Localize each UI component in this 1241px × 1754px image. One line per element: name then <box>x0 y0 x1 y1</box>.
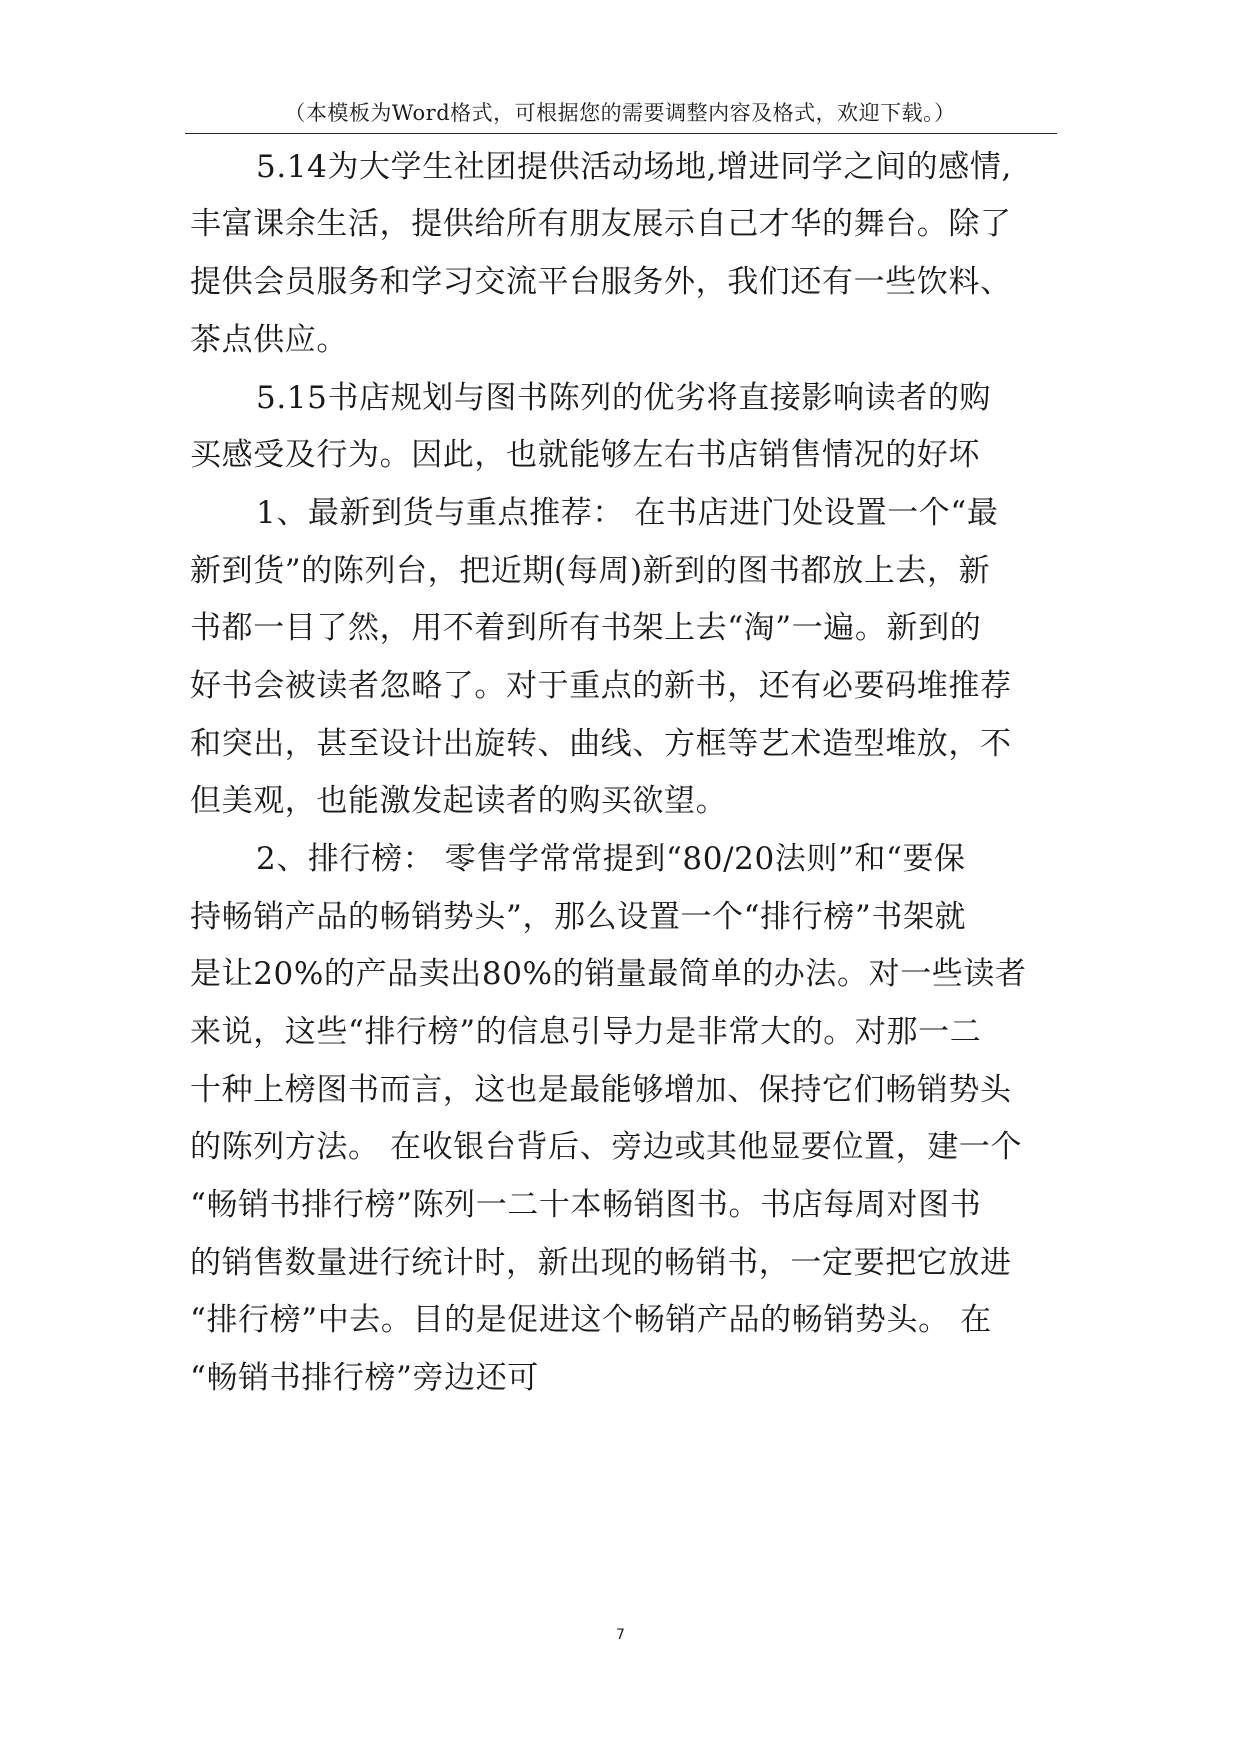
body-line: “畅销书排行榜”旁边还可 <box>190 1360 539 1396</box>
body-line: “畅销书排行榜”陈列一二十本畅销图书。书店每周对图书 <box>190 1187 982 1223</box>
body-line: 5.14为大学生社团提供活动场地,增进同学之间的感情, <box>256 149 1012 185</box>
body-line: 的陈列方法。 在收银台背后、旁边或其他显要位置，建一个 <box>190 1129 1023 1165</box>
body-line: 5.15书店规划与图书陈列的优劣将直接影响读者的购 <box>256 380 992 416</box>
header-divider <box>185 133 1057 134</box>
body-line: 1、最新到货与重点推荐： 在书店进门处设置一个“最 <box>256 495 999 531</box>
body-line: 新到货”的陈列台，把近期(每周)新到的图书都放上去，新 <box>190 553 991 589</box>
body-line: 2、排行榜： 零售学常常提到“80/20法则”和“要保 <box>256 841 966 877</box>
body-line: 来说，这些“排行榜”的信息引导力是非常大的。对那一二 <box>190 1014 982 1050</box>
body-line: 是让20%的产品卖出80%的销量最简单的办法。对一些读者 <box>190 956 1027 992</box>
body-line: 丰富课余生活，提供给所有朋友展示自己才华的舞台。除了 <box>190 206 1012 242</box>
body-line: 但美观，也能激发起读者的购买欲望。 <box>190 783 728 819</box>
body-line: 书都一目了然，用不着到所有书架上去“淘”一遍。新到的 <box>190 610 982 646</box>
body-line: 持畅销产品的畅销势头”，那么设置一个“排行榜”书架就 <box>190 899 967 935</box>
body-line: 好书会被读者忽略了。对于重点的新书，还有必要码堆推荐 <box>190 668 1012 704</box>
body-line: 十种上榜图书而言，这也是最能够增加、保持它们畅销势头 <box>190 1072 1012 1108</box>
body-line: 茶点供应。 <box>190 322 348 358</box>
page-header: （本模板为Word格式，可根据您的需要调整内容及格式，欢迎下载。） <box>284 101 956 125</box>
page-number: 7 <box>616 1627 625 1643</box>
body-line: 和突出，甚至设计出旋转、曲线、方框等艺术造型堆放，不 <box>190 726 1012 762</box>
body-line: 的销售数量进行统计时，新出现的畅销书，一定要把它放进 <box>190 1245 1012 1281</box>
body-line: “排行榜”中去。目的是促进这个畅销产品的畅销势头。 在 <box>190 1302 992 1338</box>
body-line: 买感受及行为。因此，也就能够左右书店销售情况的好坏 <box>190 437 980 473</box>
body-line: 提供会员服务和学习交流平台服务外，我们还有一些饮料、 <box>190 264 1012 300</box>
